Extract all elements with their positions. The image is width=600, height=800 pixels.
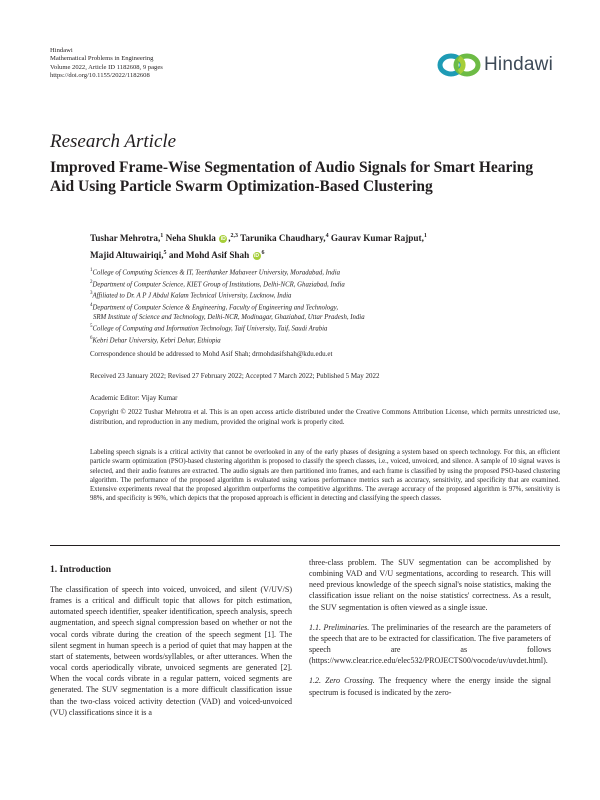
body-column-left <box>50 564 292 718</box>
hindawi-logo <box>437 48 555 82</box>
affiliation-item <box>90 301 560 313</box>
affiliation-sup: 3 <box>90 291 93 297</box>
author-name: Tarunika Chaudhary, <box>240 233 326 244</box>
subsection-paragraph <box>309 622 551 667</box>
journal-info <box>50 47 163 80</box>
subsection-title: 1.1. Preliminaries. <box>309 622 370 632</box>
author-sup: 1 <box>423 233 427 239</box>
subsection-title: 1.2. Zero Crossing. <box>309 676 375 686</box>
author-list: Tushar Mehrotra,$^1$ Neha Shukla iD ,$^{2,3}$ Tarunika Chaudhary,$^4$ Gaurav Kumar Rajput,$^1$ Majid Altuwairiqi,$^5$ and Mohd Asif Shah iD $^6$ <box>90 233 427 261</box>
body-paragraph: three-class problem. The SUV segmentation can be accomplished by combining VAD and V/U segmentations, according to research. This will need previous knowledge of the speech signal's noise statistics, making the classification issue reliant on the noise statistics' correctness. As a result, the SUV segmentation is often viewed as a single issue. <box>309 558 551 612</box>
affiliation-text: Kebri Dehar University, Kebri Dehar, Ethiopia <box>92 337 221 345</box>
author-name: and Mohd Asif Shah <box>168 250 250 261</box>
author-name: Tushar Mehrotra, <box>90 233 161 244</box>
subsection-text: The frequency where the energy inside the signal spectrum is focused is indicated by the zero- <box>309 676 552 697</box>
author-name: Majid Altuwairiqi, <box>90 250 164 261</box>
author-sup: 1 <box>160 233 164 239</box>
correspondence: Correspondence should be addressed to Mohd Asif Shah; drmohdasifshah@kdu.edu.et <box>90 350 333 358</box>
section-heading: 1. Introduction <box>50 565 112 575</box>
affiliation-item <box>90 322 560 334</box>
body-column-right <box>309 557 551 698</box>
affiliation-text: Affiliated to Dr. A P J Abdul Kalam Technical University, Lucknow, India <box>92 292 292 300</box>
affiliation-item <box>90 266 560 278</box>
affiliation-sup: 4 <box>90 303 93 309</box>
body-paragraph: The classification of speech into voiced, unvoiced, and silent (V/UV/S) frames is a critical and difficult topic that allows for pitch estimation, automated speech identifier, speaker identification, speech analysis, speech augmentation, and speech signal compression based on whether or not the vocal cords vibrate during the creation of the speech segment [1]. The silent segment in human speech is a period of quiet that may happen at the start of statements, between words/syllables, or after utterances. When the vocal cords aperiodically vibrate, unvoiced segments are generated [2]. When the vocal cords vibrate in a regular pattern, voiced segments are generated. The SUV segmentation is a more difficult classification issue than the two-class voiced activity detection (VAD) and voiced-unvoiced (VU) classifications since it is a <box>50 585 292 717</box>
author-name: Neha Shukla <box>165 233 216 244</box>
author-sup: 4 <box>325 233 329 239</box>
author-sup: 2,3 <box>230 233 238 239</box>
affiliation-sup: 6 <box>90 335 93 341</box>
journal-publisher: Hindawi <box>50 47 73 54</box>
affiliation-text: Department of Computer Science & Engineering, Faculty of Engineering and Technology, <box>92 304 339 312</box>
academic-editor: Academic Editor: Vijay Kumar <box>90 394 178 402</box>
journal-volume: Volume 2022, Article ID 1182608, 9 pages <box>50 63 163 71</box>
orcid-icon[interactable]: iD <box>254 253 260 260</box>
affiliation-text: SRM Institute of Science and Technology, Delhi-NCR, Modinagar, Ghaziabad, Uttar Pradesh, India <box>93 313 365 321</box>
affiliation-sup: 1 <box>90 268 93 273</box>
section-divider <box>50 545 560 546</box>
author-sup: 6 <box>261 250 265 257</box>
journal-doi[interactable]: https://doi.org/10.1155/2022/1182608 <box>50 71 150 79</box>
author-name: Gaurav Kumar Rajput, <box>330 233 424 244</box>
affiliation-item <box>90 334 560 346</box>
subsection-text: The preliminaries of the research are the parameters of the speech that are to be extracted for classification. The five parameters of speech are as follows (https://www.clear.rice.edu/elec532/PROJECTS00/vocode/uv/uvdet.html). <box>309 622 552 666</box>
affiliation-text: College of Computing Sciences & IT, Teerthanker Mahaveer University, Moradabad, India <box>92 269 340 277</box>
affiliation-item <box>90 313 560 322</box>
affiliation-text: College of Computing and Information Technology, Taif University, Taif, Saudi Arabia <box>92 325 328 333</box>
subsection-paragraph <box>309 675 551 697</box>
abstract: Labeling speech signals is a critical activity that cannot be overlooked in any of the early phases of designing a system based on speech technology. For this, an efficient particle swarm optimization (PSO)-based clustering algorithm is proposed to classify the speech classes, i.e., voiced, unvoiced, and silence. A sample of 10 signal waves is selected, and their audio features are extracted. The audio signals are then partitioned into frames, and each frame is classified by using the proposed PSO-based clustering algorithm. The performance of the proposed algorithm is evaluated using various performance metrics such as accuracy, sensitivity, and specificity that are examined. Extensive experiments reveal that the proposed algorithm outperforms the competitive algorithms. The average accuracy of the proposed algorithm is 97%, sensitivity is 98%, and specificity is 96%, which depicts that the proposed approach is efficient in detecting and classifying the speech classes. <box>90 449 560 503</box>
article-type: Research Article <box>50 131 177 152</box>
journal-name: Mathematical Problems in Engineering <box>50 55 154 63</box>
affiliation-sup: 2 <box>90 279 93 285</box>
orcid-icon[interactable]: iD <box>220 235 226 242</box>
affiliation-list <box>90 266 560 345</box>
hindawi-logo-icon <box>437 50 483 80</box>
paper-title: Improved Frame-Wise Segmentation of Audio Signals for Smart Hearing Aid Using Particle Swarm Optimization-Based Clustering <box>50 159 534 195</box>
affiliation-item <box>90 278 560 290</box>
hindawi-logo-text: Hindawi <box>484 54 553 75</box>
received-dates: Received 23 January 2022; Revised 27 February 2022; Accepted 7 March 2022; Published 5 May 2022 <box>90 372 380 380</box>
affiliation-sup: 5 <box>90 324 93 330</box>
affiliation-item <box>90 289 560 301</box>
copyright-notice: Copyright © 2022 Tushar Mehrotra et al. This is an open access article distributed under the Creative Commons Attribution License, which permits unrestricted use, distribution, and reproduction in any medium, provided the original work is properly cited. <box>90 408 560 426</box>
affiliation-text: Department of Computer Science, KIET Group of Institutions, Delhi-NCR, Ghaziabad, India <box>92 280 345 288</box>
author-sup: 5 <box>163 250 167 257</box>
